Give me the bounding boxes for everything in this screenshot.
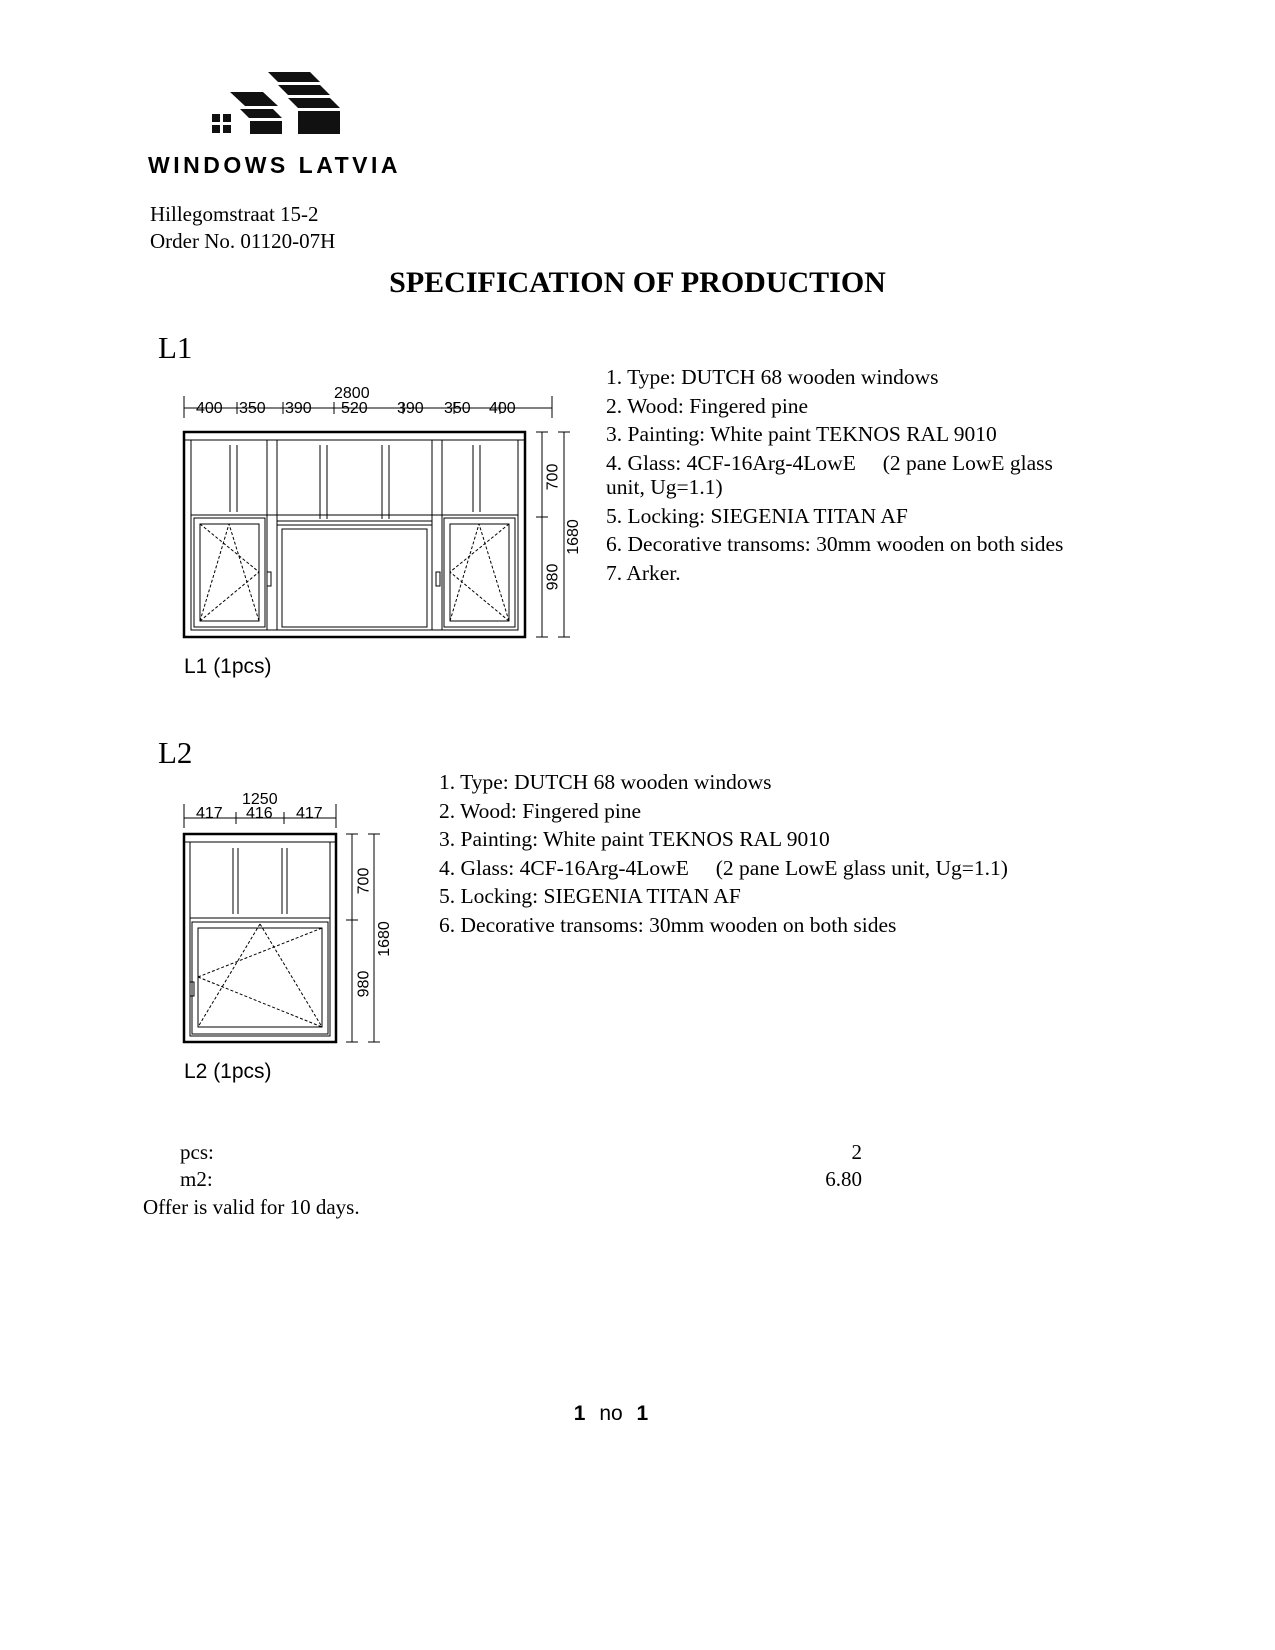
l1-seg-2: 350: [239, 400, 266, 417]
spec-line: 1. Type: DUTCH 68 wooden windows: [606, 365, 939, 389]
company-name: WINDOWS LATVIA: [148, 152, 401, 178]
spec-line: 3. Painting: White paint TEKNOS RAL 9010: [606, 422, 997, 446]
l1-seg-7: 400: [489, 400, 516, 417]
address: Hillegomstraat 15-2: [150, 202, 319, 226]
order-number: Order No. 01120-07H: [150, 229, 336, 253]
spec-line: 2. Wood: Fingered pine: [606, 393, 809, 418]
window-drawing-l1: [180, 384, 590, 664]
l1-seg-5: 390: [397, 400, 424, 417]
spec-line: unit, Ug=1.1): [606, 475, 723, 499]
l1-seg-4: 520: [341, 400, 368, 417]
l1-total-height: 1680: [564, 519, 582, 555]
spec-line: 1. Type: DUTCH 68 wooden windows: [439, 770, 772, 794]
l1-lower-height: 980: [544, 563, 562, 591]
l2-seg-3: 417: [296, 805, 323, 822]
l1-seg-1: 400: [196, 400, 223, 417]
page-indicator: [0, 1402, 1222, 1426]
spec-line: 2. Wood: Fingered pine: [439, 798, 642, 823]
window-drawing-l2: [180, 790, 400, 1060]
company-logo: [145, 72, 365, 142]
l1-seg-3: 390: [285, 400, 312, 417]
l2-total-width: 1250: [242, 791, 278, 808]
m2-label: m2:: [180, 1167, 213, 1191]
item-label-l2: L2: [158, 735, 193, 770]
validity-note: Offer is valid for 10 days.: [143, 1195, 360, 1219]
caption-l2: L2 (1pcs): [184, 1060, 272, 1083]
spec-line: 4. Glass: 4CF-16Arg-4LowE (2 pane LowE glass unit, Ug=1.1): [439, 855, 1008, 880]
m2-value: 6.80: [825, 1167, 862, 1191]
spec-line: 5. Locking: SIEGENIA TITAN AF: [439, 884, 741, 908]
l2-seg-2: 416: [246, 805, 273, 822]
spec-line: 7. Arker.: [606, 560, 681, 585]
spec-line: 6. Decorative transoms: 30mm wooden on both sides: [439, 912, 897, 937]
l1-total-width: 2800: [334, 385, 370, 402]
spec-list-l1: [606, 363, 1146, 587]
spec-line: 6. Decorative transoms: 30mm wooden on both sides: [606, 532, 1064, 556]
item-label-l1: L1: [158, 330, 193, 365]
pcs-value: 2: [851, 1140, 862, 1164]
spec-list-l2: [439, 768, 1159, 939]
spec-line: 5. Locking: SIEGENIA TITAN AF: [606, 503, 908, 528]
l1-upper-height: 700: [544, 463, 562, 491]
l1-seg-6: 350: [444, 400, 471, 417]
caption-l1: L1 (1pcs): [184, 655, 272, 678]
l2-total-height: 1680: [375, 921, 393, 957]
l2-lower-height: 980: [355, 970, 373, 998]
spec-line: 4. Glass: 4CF-16Arg-4LowE (2 pane LowE glass: [606, 450, 1053, 475]
page-current: 1: [573, 1402, 586, 1425]
l2-seg-1: 417: [196, 805, 223, 822]
l2-upper-height: 700: [355, 867, 373, 895]
page-separator: no: [599, 1402, 623, 1425]
pcs-label: pcs:: [180, 1140, 214, 1164]
page-title: SPECIFICATION OF PRODUCTION: [389, 266, 886, 299]
spec-line: 3. Painting: White paint TEKNOS RAL 9010: [439, 827, 830, 851]
page-total: 1: [636, 1402, 649, 1425]
